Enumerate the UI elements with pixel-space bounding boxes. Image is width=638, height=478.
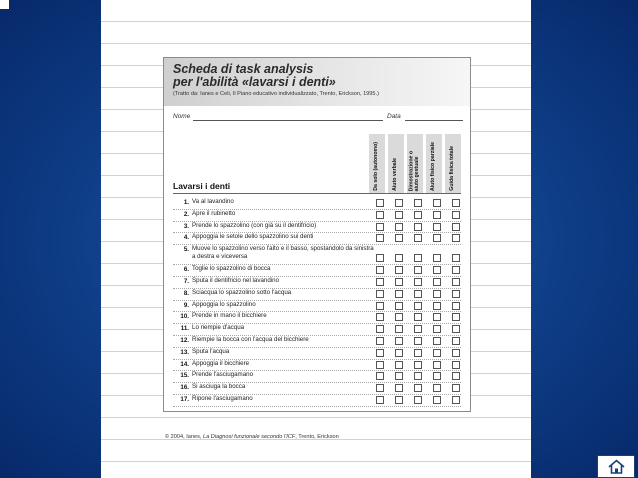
step-row — [173, 348, 461, 360]
copyright-note: © 2004, Ianes, La Diagnosi funzionale secondo l'ICF, Trento, Erickson — [165, 434, 339, 440]
step-checkbox[interactable] — [433, 254, 441, 262]
step-checkbox[interactable] — [452, 290, 460, 298]
step-row — [173, 245, 461, 265]
step-text: Prende lo spazzolino (con già su il dentifricio) — [192, 221, 317, 229]
step-checkboxes — [372, 199, 464, 207]
step-text: Riempie la bocca con l'acqua del bicchiere — [192, 336, 309, 343]
step-text: Apre il rubinetto — [192, 209, 236, 217]
column-header-label: Da solo (autonomo) — [373, 142, 380, 191]
step-text: Sputa il dentifricio nel lavandino — [192, 277, 280, 284]
step-checkbox[interactable] — [395, 290, 403, 298]
column-header — [388, 134, 404, 193]
step-number: 6. — [183, 266, 189, 274]
column-header — [445, 134, 461, 193]
step-checkbox[interactable] — [433, 223, 441, 231]
step-row — [173, 383, 461, 395]
step-text: Sciacqua lo spazzolino sotto l'acqua — [192, 288, 292, 296]
step-checkbox[interactable] — [414, 290, 422, 298]
step-row — [173, 371, 461, 383]
step-row — [173, 210, 461, 222]
step-checkbox[interactable] — [376, 234, 384, 242]
column-header — [369, 134, 385, 193]
step-text: Si asciuga la bocca — [192, 383, 246, 391]
step-row — [173, 312, 461, 324]
corner-marker — [0, 0, 9, 9]
step-checkbox[interactable] — [414, 278, 422, 286]
step-checkbox[interactable] — [433, 290, 441, 298]
step-checkbox[interactable] — [414, 325, 422, 333]
step-number: 15. — [180, 372, 189, 380]
step-checkbox[interactable] — [414, 396, 422, 404]
step-checkbox[interactable] — [376, 313, 384, 321]
step-checkbox[interactable] — [395, 254, 403, 262]
step-checkbox[interactable] — [414, 254, 422, 262]
step-checkbox[interactable] — [433, 199, 441, 207]
step-checkbox[interactable] — [395, 384, 403, 392]
step-checkboxes — [372, 361, 464, 369]
step-row — [173, 360, 461, 372]
step-row — [173, 336, 461, 348]
step-checkbox[interactable] — [376, 302, 384, 310]
step-number: 2. — [183, 210, 189, 218]
step-checkbox[interactable] — [395, 337, 403, 345]
step-checkbox[interactable] — [395, 223, 403, 231]
step-checkbox[interactable] — [395, 234, 403, 242]
step-checkbox[interactable] — [452, 372, 460, 380]
column-header — [426, 134, 442, 193]
name-date-row — [173, 113, 463, 123]
step-checkbox[interactable] — [433, 266, 441, 274]
step-checkbox[interactable] — [452, 325, 460, 333]
step-checkbox[interactable] — [395, 266, 403, 274]
step-checkboxes — [372, 372, 464, 380]
column-header-label: Aiuto fisico parziale — [430, 141, 437, 191]
step-row — [173, 265, 461, 277]
step-checkbox[interactable] — [452, 266, 460, 274]
column-header-label: Aiuto verbale — [392, 158, 399, 191]
column-header-label: Dimostrazione o aiuto gestuale — [408, 150, 420, 191]
step-text: Ripone l'asciugamano — [192, 395, 253, 402]
step-text: Va al lavandino — [192, 198, 234, 205]
step-number: 12. — [180, 337, 189, 344]
step-number: 17. — [180, 396, 189, 403]
step-checkbox[interactable] — [452, 313, 460, 321]
step-checkbox[interactable] — [376, 384, 384, 392]
step-checkbox[interactable] — [452, 302, 460, 310]
step-checkboxes — [372, 313, 464, 321]
step-checkbox[interactable] — [376, 254, 384, 262]
step-number: 14. — [180, 360, 189, 368]
step-checkbox[interactable] — [414, 384, 422, 392]
step-row — [173, 395, 461, 407]
step-checkboxes — [372, 211, 464, 219]
step-checkbox[interactable] — [414, 349, 422, 357]
step-checkbox[interactable] — [452, 384, 460, 392]
step-checkbox[interactable] — [414, 313, 422, 321]
step-checkbox[interactable] — [376, 361, 384, 369]
sheet-title-line1: Scheda di task analysis — [173, 62, 314, 76]
step-number: 13. — [180, 348, 189, 356]
step-row — [173, 222, 461, 234]
step-checkbox[interactable] — [433, 361, 441, 369]
step-checkboxes — [372, 337, 464, 345]
step-checkbox[interactable] — [452, 349, 460, 357]
step-checkbox[interactable] — [414, 223, 422, 231]
step-checkbox[interactable] — [433, 349, 441, 357]
step-checkbox[interactable] — [376, 266, 384, 274]
step-number: 10. — [180, 313, 189, 321]
step-checkbox[interactable] — [414, 361, 422, 369]
step-checkbox[interactable] — [395, 199, 403, 207]
step-number: 7. — [183, 278, 189, 285]
section-divider — [173, 193, 461, 194]
home-button[interactable] — [597, 455, 635, 478]
row-separator — [173, 406, 461, 407]
step-checkbox[interactable] — [376, 337, 384, 345]
step-text: Prende l'asciugamano — [192, 371, 254, 379]
step-checkbox[interactable] — [414, 234, 422, 242]
step-checkbox[interactable] — [376, 211, 384, 219]
assistance-level-headers — [369, 134, 461, 193]
step-checkbox[interactable] — [452, 254, 460, 262]
step-checkboxes — [372, 302, 464, 310]
date-line — [405, 120, 463, 121]
step-checkbox[interactable] — [452, 337, 460, 345]
step-checkbox[interactable] — [414, 199, 422, 207]
step-checkbox[interactable] — [395, 313, 403, 321]
step-checkbox[interactable] — [376, 290, 384, 298]
step-checkbox[interactable] — [452, 211, 460, 219]
step-checkbox[interactable] — [414, 337, 422, 345]
step-checkbox[interactable] — [376, 223, 384, 231]
step-text: Prende in mano il bicchiere — [192, 312, 267, 320]
step-checkbox[interactable] — [395, 278, 403, 286]
step-text: Appoggia lo spazzolino — [192, 300, 256, 308]
step-checkbox[interactable] — [376, 199, 384, 207]
step-row — [173, 198, 461, 210]
step-checkbox[interactable] — [395, 361, 403, 369]
title-banner — [164, 58, 470, 106]
step-checkboxes — [372, 223, 464, 231]
step-checkbox[interactable] — [376, 396, 384, 404]
step-checkbox[interactable] — [452, 361, 460, 369]
column-header — [407, 134, 423, 193]
step-checkbox[interactable] — [433, 384, 441, 392]
section-title: Lavarsi i denti — [173, 181, 231, 191]
step-number: 11. — [180, 325, 189, 333]
step-checkbox[interactable] — [433, 278, 441, 286]
date-label: Data — [387, 113, 401, 120]
step-checkbox[interactable] — [433, 313, 441, 321]
name-line — [193, 120, 383, 121]
home-icon — [608, 459, 625, 474]
step-text: Lo riempie d'acqua — [192, 324, 245, 332]
step-text: Muove lo spazzolino verso l'alto e il basso, spostandolo da sinistra a destra e viceversa — [192, 245, 374, 260]
step-text: Appoggia il bicchiere — [192, 359, 250, 367]
step-checkbox[interactable] — [433, 372, 441, 380]
step-text: Sputa l'acqua — [192, 347, 230, 355]
step-checkbox[interactable] — [395, 396, 403, 404]
step-number: 3. — [183, 222, 189, 230]
step-checkbox[interactable] — [433, 211, 441, 219]
name-label: Nome — [173, 113, 191, 120]
step-checkbox[interactable] — [452, 234, 460, 242]
step-checkbox[interactable] — [452, 199, 460, 207]
step-checkbox[interactable] — [452, 396, 460, 404]
step-row — [173, 277, 461, 289]
step-row — [173, 289, 461, 301]
step-checkbox[interactable] — [414, 211, 422, 219]
step-checkbox[interactable] — [395, 302, 403, 310]
step-checkboxes — [372, 290, 464, 298]
step-checkbox[interactable] — [395, 325, 403, 333]
step-checkbox[interactable] — [452, 223, 460, 231]
sheet-subtitle: (Tratto da: Ianes e Celi, Il Piano educativo individualizzato, Trento, Erickson, 1995.) — [173, 91, 379, 97]
step-checkboxes — [372, 349, 464, 357]
step-row — [173, 301, 461, 313]
step-row — [173, 324, 461, 336]
step-checkbox[interactable] — [433, 337, 441, 345]
step-checkboxes — [372, 234, 464, 242]
step-checkbox[interactable] — [395, 349, 403, 357]
step-checkbox[interactable] — [395, 372, 403, 380]
step-row — [173, 233, 461, 245]
step-text: Appoggia le setole dello spazzolino sui denti — [192, 233, 314, 241]
step-checkbox[interactable] — [376, 325, 384, 333]
step-number: 16. — [180, 384, 189, 392]
step-checkboxes — [372, 266, 464, 274]
step-text: Toglie lo spazzolino di bocca — [192, 265, 271, 273]
step-checkbox[interactable] — [433, 302, 441, 310]
step-checkbox[interactable] — [414, 372, 422, 380]
step-checkboxes — [372, 384, 464, 392]
step-checkbox[interactable] — [433, 325, 441, 333]
step-number: 8. — [183, 289, 189, 297]
step-checkbox[interactable] — [414, 302, 422, 310]
step-checkboxes — [372, 396, 464, 404]
step-checkbox[interactable] — [452, 278, 460, 286]
column-header-label: Guida fisica totale — [449, 146, 456, 191]
step-checkboxes — [372, 278, 464, 286]
step-checkboxes — [372, 254, 464, 262]
step-checkbox[interactable] — [376, 372, 384, 380]
step-number: 1. — [183, 199, 189, 206]
step-checkbox[interactable] — [433, 396, 441, 404]
step-number: 5. — [183, 246, 189, 254]
step-checkboxes — [372, 325, 464, 333]
step-checkbox[interactable] — [433, 234, 441, 242]
step-checkbox[interactable] — [414, 266, 422, 274]
step-checkbox[interactable] — [376, 278, 384, 286]
step-checkbox[interactable] — [376, 349, 384, 357]
step-number: 9. — [183, 301, 189, 309]
step-checkbox[interactable] — [395, 211, 403, 219]
sheet-title-line2: per l'abilità «lavarsi i denti» — [173, 75, 336, 89]
task-analysis-sheet — [163, 57, 471, 412]
step-number: 4. — [183, 234, 189, 242]
